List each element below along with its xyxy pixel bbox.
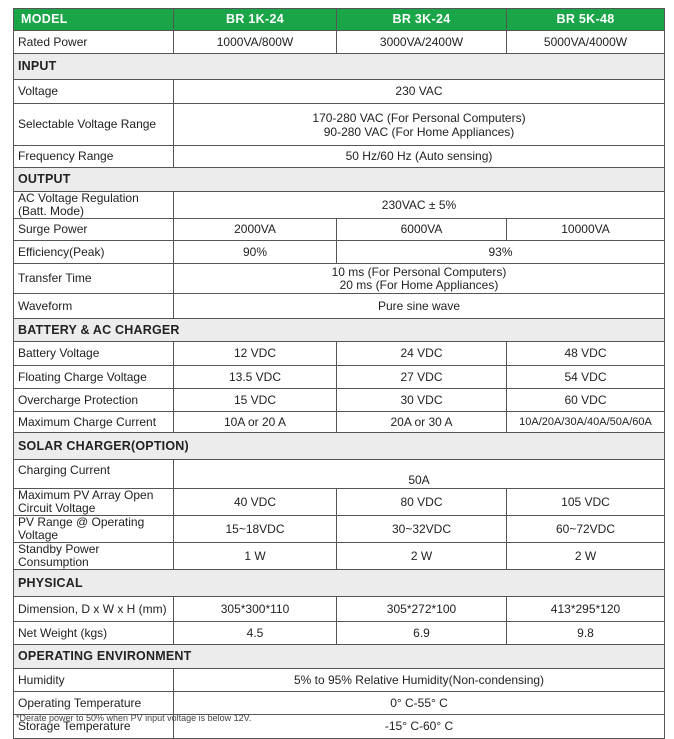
waveform-label: Waveform (14, 294, 174, 319)
max-current-value: 20A or 30 A (337, 412, 507, 433)
max-current-row (14, 412, 665, 433)
regulation-label-line: (Batt. Mode) (18, 204, 85, 218)
model-header: MODEL (14, 9, 174, 31)
rated-power-value: 1000VA/800W (174, 31, 337, 54)
input-voltage-row (14, 80, 665, 104)
efficiency-label: Efficiency(Peak) (14, 241, 174, 264)
transfer-value (174, 264, 665, 294)
battery-voltage-value: 48 VDC (507, 342, 665, 366)
efficiency-row (14, 241, 665, 264)
max-pv-value: 105 VDC (507, 489, 665, 516)
overcharge-label: Overcharge Protection (14, 389, 174, 412)
section-title: OUTPUT (14, 168, 665, 192)
section-title: BATTERY & AC CHARGER (14, 319, 665, 342)
overcharge-row (14, 389, 665, 412)
max-pv-value: 80 VDC (337, 489, 507, 516)
charging-current-label: Charging Current (14, 460, 174, 489)
rated-power-row (14, 31, 665, 54)
dimension-label: Dimension, D x W x H (mm) (14, 597, 174, 622)
regulation-row (14, 192, 665, 219)
weight-value: 4.5 (174, 622, 337, 645)
section-title: SOLAR CHARGER(OPTION) (14, 433, 665, 460)
regulation-value: 230VAC ± 5% (174, 192, 665, 219)
floating-value: 27 VDC (337, 366, 507, 389)
surge-row (14, 219, 665, 241)
max-pv-row (14, 489, 665, 516)
overcharge-value: 30 VDC (337, 389, 507, 412)
regulation-label-line: AC Voltage Regulation (18, 191, 139, 205)
battery-voltage-value: 12 VDC (174, 342, 337, 366)
overcharge-value: 60 VDC (507, 389, 665, 412)
efficiency-value: 93% (337, 241, 665, 264)
overcharge-value: 15 VDC (174, 389, 337, 412)
weight-value: 9.8 (507, 622, 665, 645)
selectable-range-label: Selectable Voltage Range (14, 104, 174, 146)
humidity-label: Humidity (14, 669, 174, 692)
operating-temp-value: 0° C-55° C (174, 692, 665, 715)
pv-range-value: 60~72VDC (507, 516, 665, 543)
surge-value: 10000VA (507, 219, 665, 241)
transfer-line: 10 ms (For Personal Computers) (331, 264, 507, 279)
rated-power-value: 3000VA/2400W (337, 31, 507, 54)
pv-range-label-line: Voltage (18, 528, 59, 542)
transfer-label: Transfer Time (14, 264, 174, 294)
surge-label: Surge Power (14, 219, 174, 241)
transfer-line: 20 ms (For Home Appliances) (339, 277, 499, 292)
storage-temp-value: -15° C-60° C (174, 715, 665, 739)
model-br3k24-header: BR 3K-24 (337, 9, 507, 31)
battery-voltage-row (14, 342, 665, 366)
dimension-value: 413*295*120 (507, 597, 665, 622)
selectable-range-row (14, 104, 665, 146)
waveform-value: Pure sine wave (174, 294, 665, 319)
spec-table (13, 8, 665, 739)
standby-value: 2 W (507, 543, 665, 570)
floating-value: 13.5 VDC (174, 366, 337, 389)
standby-row (14, 543, 665, 570)
rated-power-value: 5000VA/4000W (507, 31, 665, 54)
floating-row (14, 366, 665, 389)
surge-value: 6000VA (337, 219, 507, 241)
charging-current-value: 50A (174, 460, 665, 489)
storage-temp-label: Storage Temperature (14, 715, 174, 739)
humidity-row (14, 669, 665, 692)
section-environment (14, 645, 665, 669)
battery-voltage-label: Battery Voltage (14, 342, 174, 366)
weight-row (14, 622, 665, 645)
model-br1k24-header: BR 1K-24 (174, 9, 337, 31)
dimension-value: 305*300*110 (174, 597, 337, 622)
floating-label: Floating Charge Voltage (14, 366, 174, 389)
footnote: *Derate power to 50% when PV input voltage is below 12V. (16, 713, 252, 723)
pv-range-label-line: PV Range @ Operating (18, 515, 145, 529)
max-current-label: Maximum Charge Current (14, 412, 174, 433)
max-pv-label (14, 489, 174, 516)
model-br5k48-header: BR 5K-48 (507, 9, 665, 31)
frequency-label: Frequency Range (14, 146, 174, 168)
floating-value: 54 VDC (507, 366, 665, 389)
pv-range-label (14, 516, 174, 543)
efficiency-value: 90% (174, 241, 337, 264)
standby-value: 1 W (174, 543, 337, 570)
section-solar (14, 433, 665, 460)
operating-temp-label: Operating Temperature (14, 692, 174, 715)
section-input (14, 54, 665, 80)
dimension-row (14, 597, 665, 622)
transfer-row (14, 264, 665, 294)
max-pv-value: 40 VDC (174, 489, 337, 516)
frequency-row (14, 146, 665, 168)
waveform-row (14, 294, 665, 319)
weight-value: 6.9 (337, 622, 507, 645)
weight-label: Net Weight (kgs) (14, 622, 174, 645)
pv-range-value: 15~18VDC (174, 516, 337, 543)
max-current-value: 10A or 20 A (174, 412, 337, 433)
selectable-range-line: 170-280 VAC (For Personal Computers) (312, 110, 526, 125)
standby-label: Standby Power Consumption (14, 543, 174, 570)
dimension-value: 305*272*100 (337, 597, 507, 622)
max-pv-label-line: Circuit Voltage (18, 501, 96, 515)
max-pv-label-line: Maximum PV Array Open (18, 488, 154, 502)
frequency-value: 50 Hz/60 Hz (Auto sensing) (174, 146, 665, 168)
pv-range-row (14, 516, 665, 543)
rated-power-label: Rated Power (14, 31, 174, 54)
input-voltage-value: 230 VAC (174, 80, 665, 104)
charging-current-row (14, 460, 665, 489)
section-battery (14, 319, 665, 342)
input-voltage-label: Voltage (14, 80, 174, 104)
battery-voltage-value: 24 VDC (337, 342, 507, 366)
operating-temp-row (14, 692, 665, 715)
section-title: PHYSICAL (14, 570, 665, 597)
selectable-range-value (174, 104, 665, 146)
header-row (14, 9, 665, 31)
surge-value: 2000VA (174, 219, 337, 241)
regulation-label (14, 192, 174, 219)
max-current-value: 10A/20A/30A/40A/50A/60A (507, 412, 665, 433)
section-title: OPERATING ENVIRONMENT (14, 645, 665, 669)
section-title: INPUT (14, 54, 665, 80)
pv-range-value: 30~32VDC (337, 516, 507, 543)
section-physical (14, 570, 665, 597)
standby-value: 2 W (337, 543, 507, 570)
section-output (14, 168, 665, 192)
selectable-range-line: 90-280 VAC (For Home Appliances) (323, 124, 515, 139)
humidity-value: 5% to 95% Relative Humidity(Non-condensing) (174, 669, 665, 692)
